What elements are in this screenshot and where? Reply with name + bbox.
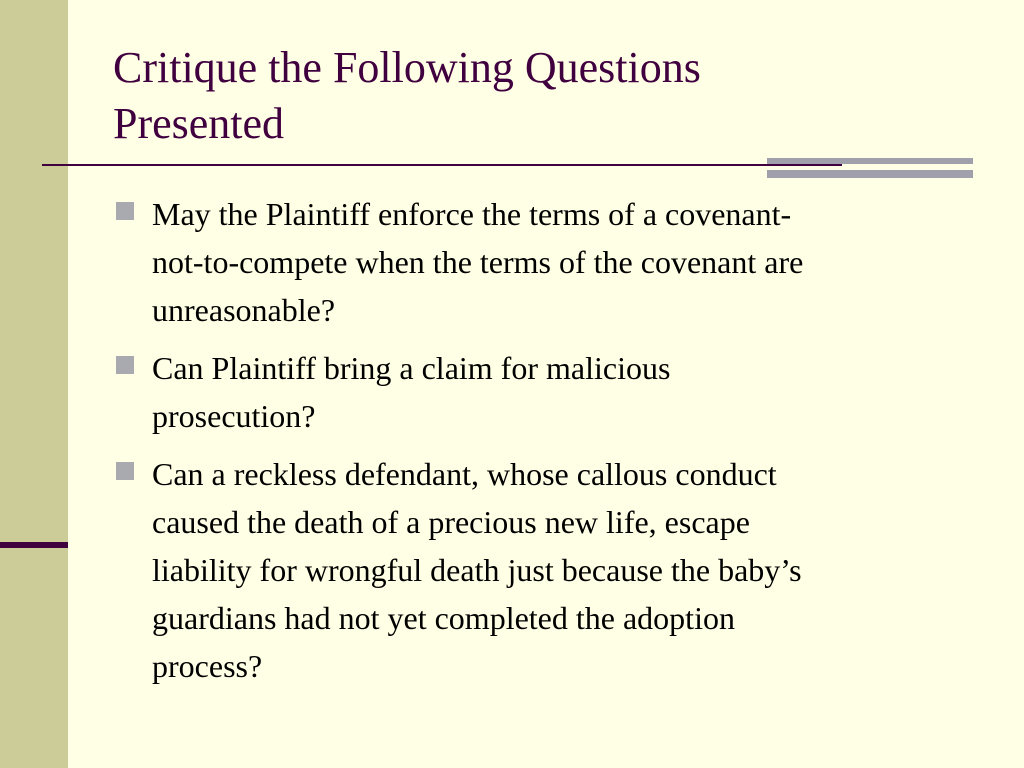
bullet-line: prosecution? <box>152 398 316 434</box>
bullet-line: May the Plaintiff enforce the terms of a covenant- <box>152 196 792 232</box>
square-bullet-icon <box>116 356 134 374</box>
bullet-item <box>113 190 983 334</box>
bullet-line: process? <box>152 648 263 684</box>
bullet-line: liability for wrongful death just because the baby’s <box>152 552 802 588</box>
title-divider <box>42 164 842 166</box>
bullet-item <box>113 450 983 690</box>
accent-bar <box>767 158 973 164</box>
bullet-line: not-to-compete when the terms of the covenant are <box>152 244 804 280</box>
bullet-list <box>113 190 983 700</box>
bullet-line: caused the death of a precious new life, escape <box>152 504 750 540</box>
title-line: Critique the Following Questions <box>113 43 701 92</box>
bullet-line: unreasonable? <box>152 292 336 328</box>
bullet-line: Can Plaintiff bring a claim for malicious <box>152 350 671 386</box>
sidebar-rule <box>0 542 68 548</box>
bullet-line: guardians had not yet completed the adoption <box>152 600 735 636</box>
square-bullet-icon <box>116 462 134 480</box>
accent-bar <box>767 170 973 178</box>
sidebar-band <box>0 0 68 768</box>
slide-title <box>113 40 973 152</box>
square-bullet-icon <box>116 202 134 220</box>
title-line: Presented <box>113 99 285 148</box>
bullet-line: Can a reckless defendant, whose callous conduct <box>152 456 777 492</box>
bullet-item <box>113 344 983 440</box>
